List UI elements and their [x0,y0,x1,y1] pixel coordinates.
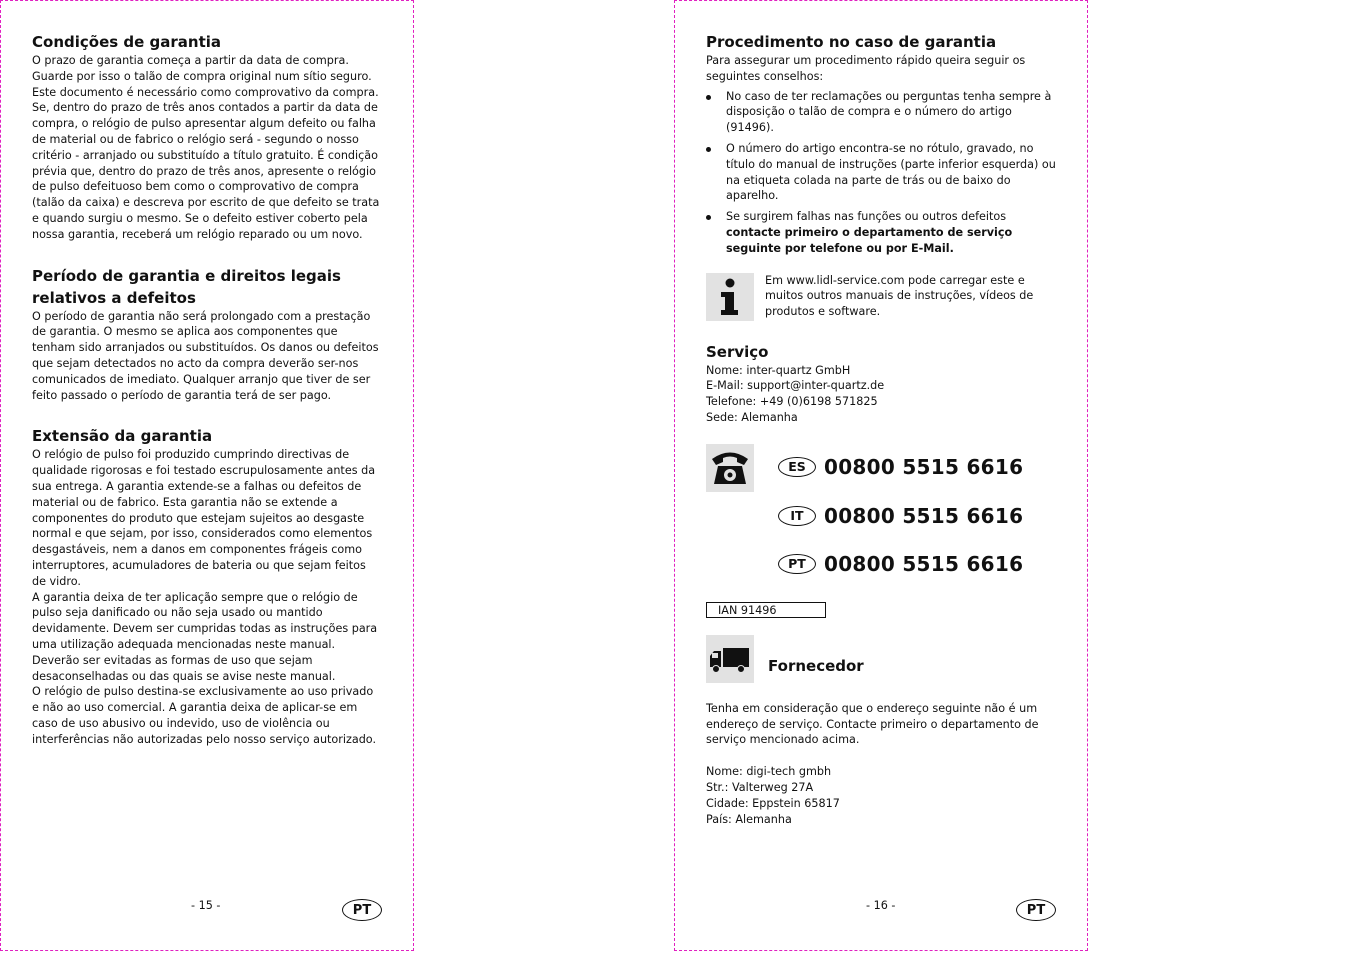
heading-service: Serviço [706,342,769,361]
hotline-number: 00800 5515 6616 [824,454,1024,479]
hotline-number: 00800 5515 6616 [824,503,1024,528]
language-badge: PT [342,899,382,921]
heading-warranty-period: Período de garantia e direitos legais relativos a defeitos [32,266,341,307]
supplier-street: Str.: Valterweg 27A [706,780,814,794]
language-badge: PT [1016,899,1056,921]
text-warranty-extent-1: O relógio de pulso foi produzido cumprindo directivas de qualidade rigorosas e foi testado escrupulosamente antes da sua entrega. A garantia extende-se a falhas ou defeitos de material ou de fabrico. Esta garantia não se extende a componentes do produto que estejam sujeitos ao desgaste normal e que sejam, por isso, considerados como elementos desgastáveis, nem a danos em componentes frágeis como interruptores, acumuladores de bateria ou que sejam feitos de vidro. [32,448,376,588]
text-warranty-period: O período de garantia não será prolongado com a prestação de garantia. O mesmo se aplica aos componentes que tenham sido arranjados ou substituídos. Os danos ou defeitos que sejam detectados no acto da compra deverão ser-nos comunicados de imediato. Qualquer arranjo que tiver de ser feito passado o período de garantia terá de ser pago. [32,309,379,402]
service-location: Sede: Alemanha [706,410,798,424]
hotline-number: 00800 5515 6616 [824,551,1024,576]
heading-supplier: Fornecedor [768,656,864,675]
telephone-icon [706,444,754,492]
bullet-icon [706,215,711,220]
list-item: O número do artigo encontra-se no rótulo, gravado, no título do manual de instruções (parte inferior esquerda) ou na etiqueta colada na parte de trás ou de baixo do aparelho. [706,141,1056,204]
page-number: - 16 - [866,899,896,912]
supplier-header [706,635,1056,691]
bullet-icon [706,147,711,152]
text-procedure-intro: Para assegurar um procedimento rápido queira seguir os seguintes conselhos: [706,54,1026,83]
heading-warranty-extent: Extensão da garantia [32,427,213,446]
section-service [706,341,1056,426]
supplier-note: Tenha em consideração que o endereço seguinte não é um endereço de serviço. Contacte primeiro o departamento de serviço mencionado acima. [706,701,1039,747]
list-item: No caso de ter reclamações ou perguntas tenha sempre à disposição o talão de compra e o número do artigo (91496). [706,89,1056,136]
page-15 [0,0,414,951]
truck-icon [706,635,754,683]
supplier-country: País: Alemanha [706,812,792,826]
country-badge: IT [778,506,816,526]
bullet-icon [706,95,711,100]
bold-contact-text: contacte primeiro o departamento de serviço seguinte por telefone ou por E-Mail. [726,225,1013,255]
service-phone: Telefone: +49 (0)6198 571825 [706,395,878,409]
section-warranty-procedure [706,31,1056,257]
service-email: E-Mail: support@inter-quartz.de [706,379,885,393]
section-warranty-extent [32,425,382,747]
hotline-row-it [778,501,1023,531]
hotline-block [706,444,1056,584]
left-column [32,31,382,769]
hotline-row-pt [778,549,1023,579]
page-16 [674,0,1088,951]
country-badge: PT [778,554,816,574]
service-name: Nome: inter-quartz GmbH [706,363,851,377]
supplier-name: Nome: digi-tech gmbh [706,765,832,779]
info-text: Em www.lidl-service.com pode carregar este e muitos outros manuais de instruções, vídeos de produtos e software. [765,273,1034,319]
supplier-city: Cidade: Eppstein 65817 [706,796,840,810]
text-warranty-extent-3: O relógio de pulso destina-se exclusivamente ao uso privado e não ao uso comercial. A garantia deixa de aplicar-se em caso de uso abusivo ou indevido, uso de violência ou interferências não autorizadas pelo nosso serviço autorizado. [32,685,377,746]
text-warranty-extent-2: A garantia deixa de ter aplicação sempre que o relógio de pulso seja danificado ou não seja usado ou mantido devidamente. Devem ser cumpridas todas as instruções para uma utilização adequada mencionadas neste manual. Deverão ser evitadas as formas de uso que sejam desaconselhadas ou das quais se avise neste manual. [32,590,378,683]
page-number: - 15 - [191,899,221,912]
section-warranty-period [32,265,382,404]
section-supplier [706,701,1056,828]
procedure-list [706,89,1056,257]
info-icon [706,273,754,321]
section-warranty-conditions [32,31,382,243]
ian-box: IAN 91496 [706,602,826,618]
text-warranty-conditions: O prazo de garantia começa a partir da data de compra. Guarde por isso o talão de compra original num sítio seguro. Este documento é necessário como comprovativo da compra. Se, dentro do prazo de três anos contados a partir da data de compra, o relógio de pulso apresentar algum defeito ou falha de material ou de fabrico o relógio será - segundo o nosso critério - arranjado ou substituído a título gratuito. É condição prévia que, dentro do prazo de três anos, apresente o relógio de pulso defeituoso bem como o comprovativo de compra (talão da caixa) e descreva por escrito de que defeito se trata e quando surgiu o mesmo. Se o defeito estiver coberto pela nossa garantia, receberá um relógio reparado ou um novo. [32,54,380,241]
right-column [706,31,1056,827]
heading-warranty-conditions: Condições de garantia [32,33,222,51]
country-badge: ES [778,457,816,477]
hotline-row-es [778,452,1023,482]
info-box [706,273,1056,331]
heading-warranty-procedure: Procedimento no caso de garantia [706,33,997,51]
list-item: Se surgirem falhas nas funções ou outros defeitos contacte primeiro o departamento de serviço seguinte por telefone ou por E-Mail. [706,209,1056,256]
